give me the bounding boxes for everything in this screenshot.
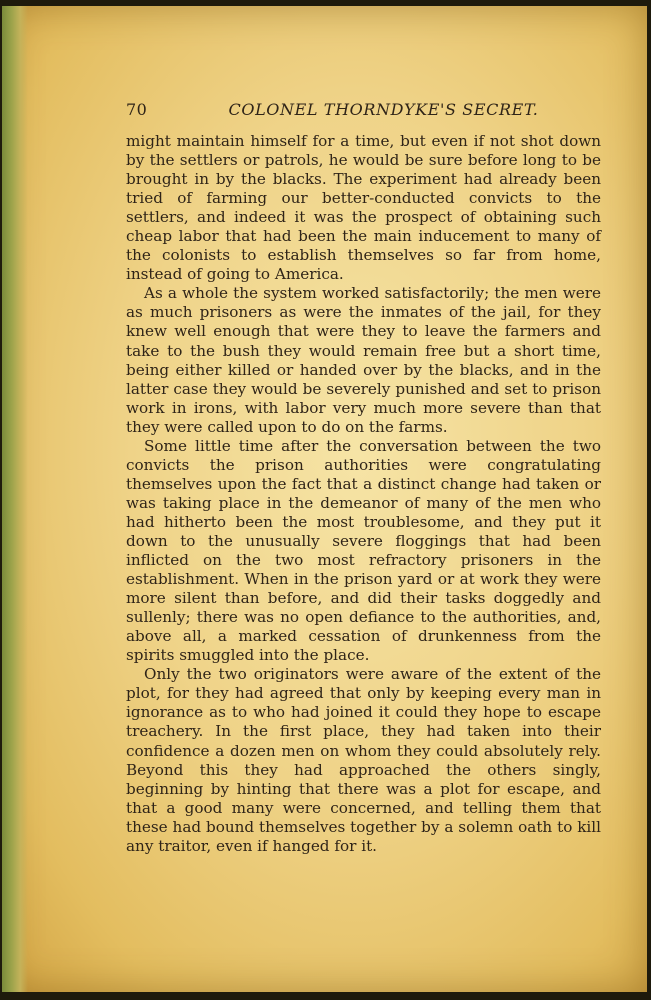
page-number: 70: [126, 100, 148, 119]
page-text-block: [126, 100, 601, 856]
paragraph-2: As a whole the system worked satisfactorily; the men were as much prisoners as were the inmates of the jail, for they knew well enough that were they to leave the farmers and take to the bush they would remain free but a short time, being either killed or handed over by the blacks, and in the latter case they would be severely punished and set to prison work in irons, with labor very much more severe than that they were called upon to do on the farms.: [126, 284, 601, 436]
paragraph-1: might maintain himself for a time, but even if not shot down by the settlers or patrols, he would be sure before long to be brought in by the blacks. The experiment had already been tried of farming our better-conducted convicts to the settlers, and indeed it was the prospect of obtaining such cheap labor that had been the main inducement to many of the colonists to establish themselves so far from home, instead of going to America.: [126, 132, 601, 284]
book-binding-edge: [2, 6, 28, 992]
paragraph-4: Only the two originators were aware of the extent of the plot, for they had agreed that only by keeping every man in ignorance as to who had joined it could they hope to escape treachery. In the first place, they had taken into their confidence a dozen men on whom they could absolutely rely. Beyond this they had approached the others singly, beginning by hinting that there was a plot for escape, and that a good many were concerned, and telling them that these had bound themselves together by a solemn oath to kill any traitor, even if hanged for it.: [126, 665, 601, 855]
body-text: [126, 132, 601, 856]
running-title: COLONEL THORNDYKE'S SECRET.: [228, 100, 539, 119]
paragraph-3: Some little time after the conversation between the two convicts the prison authorities were congratulating themselves upon the fact that a distinct change had taken or was taking place in the demeanor of many of the men who had hitherto been the most troublesome, and they put it down to the unusually severe floggings that had been inflicted on the two most refractory prisoners in the establishment. When in the prison yard or at work they were more silent than before, and did their tasks doggedly and sullenly; there was no open defiance to the authorities, and, above all, a marked cessation of drunkenness from the spirits smuggled into the place.: [126, 436, 601, 665]
running-head: [126, 100, 601, 122]
